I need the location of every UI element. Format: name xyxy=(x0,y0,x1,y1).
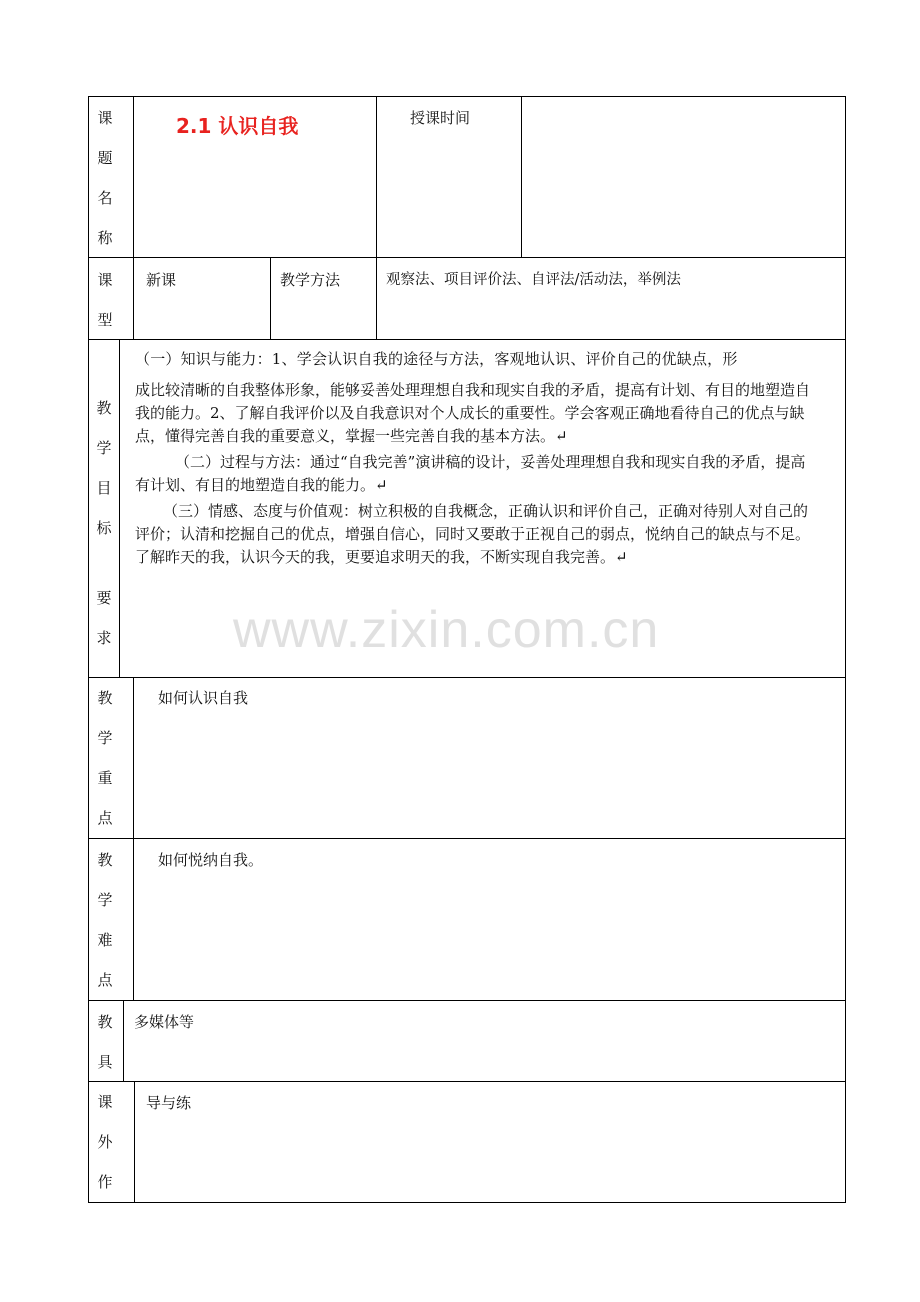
difficulties-text: 如何悦纳自我。 xyxy=(158,851,264,869)
difficulties-label: 教 学 难 点 xyxy=(97,851,113,989)
key-points-text: 如何认识自我 xyxy=(158,689,249,707)
course-type-label: 课 型 xyxy=(97,271,113,329)
objectives-label: 教 学 目 标 要 求 xyxy=(96,399,112,647)
time-label: 授课时间 xyxy=(410,109,471,127)
objective-knowledge: 成比较清晰的自我整体形象，能够妥善处理理想自我和现实自我的矛盾，提高有计划、有目的地塑造自我的能力。2、了解自我评价以及自我意识对个人成长的重要性。学会客观正确地看待自己的优点与缺点，懂得完善自我的重要意义，掌握一些完善自我的基本方法。↵ xyxy=(135,381,811,445)
watermark: www.zixin.com.cn xyxy=(233,601,660,659)
homework-text: 导与练 xyxy=(146,1094,192,1112)
objective-attitude: （三）情感、态度与价值观：树立积极的自我概念，正确认识和评价自己，正确对待别人对自己的评价；认清和挖掘自己的优点，增强自信心，同时又要敢于正视自己的弱点，悦纳自己的缺点与不足。了解昨天的我，认识今天的我，更要追求明天的我，不断实现自我完善。↵ xyxy=(135,502,811,566)
lesson-title: 2.1 认识自我 xyxy=(176,114,299,138)
key-points-label: 教 学 重 点 xyxy=(97,689,113,827)
tools-text: 多媒体等 xyxy=(134,1013,195,1031)
objective-line-1: （一）知识与能力：1、学会认识自我的途径与方法，客观地认识、评价自己的优缺点，形 xyxy=(135,350,738,368)
objective-process: （二）过程与方法：通过“自我完善”演讲稿的设计，妥善处理理想自我和现实自我的矛盾，提高有计划、有目的地塑造自我的能力。↵ xyxy=(135,453,806,494)
course-name-label: 课 题 名 称 xyxy=(97,109,113,247)
homework-label: 课 外 作 xyxy=(97,1093,113,1191)
course-type-value: 新课 xyxy=(146,271,177,289)
method-value: 观察法、项目评价法、自评法/活动法，举例法 xyxy=(386,272,681,288)
method-label: 教学方法 xyxy=(280,271,341,289)
tools-label: 教 具 xyxy=(97,1013,113,1071)
